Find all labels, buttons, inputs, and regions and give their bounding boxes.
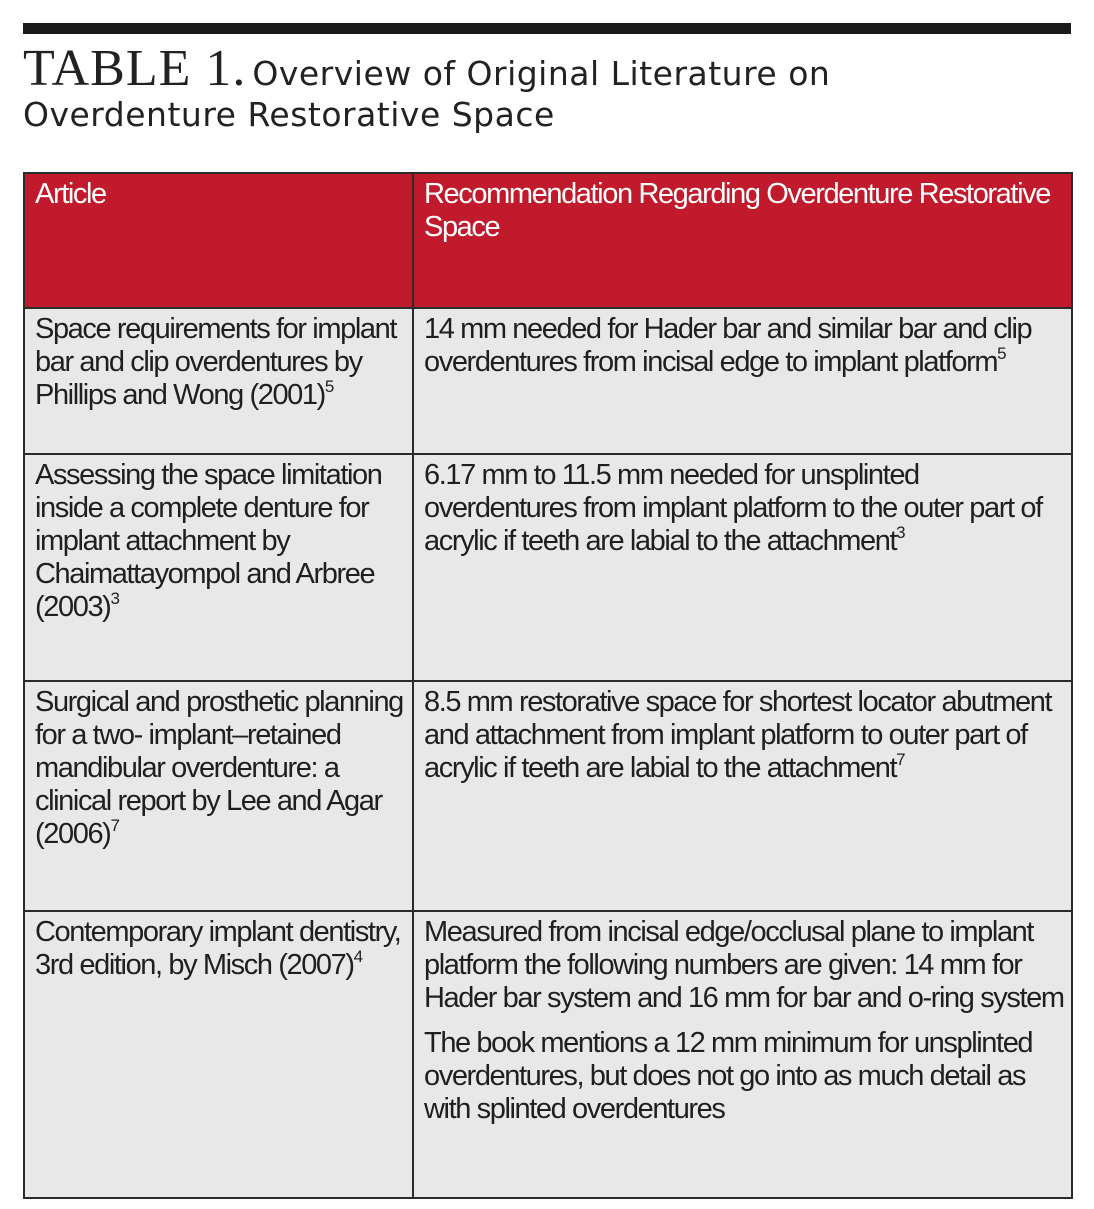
recommendation-text: 14 mm needed for Hader bar and similar bar and clip overdentures from incisal edge to implant platform <box>424 313 1032 378</box>
article-text: Assessing the space limitation inside a complete denture for implant attachment by Chaimattayompol and Arbree (2003) <box>35 459 382 623</box>
recommendation-text: 8.5 mm restorative space for shortest locator abutment and attachment from implant platform to outer part of acrylic if teeth are labial to the attachment <box>424 686 1052 784</box>
article-text: Surgical and prosthetic planning for a two- implant–retained mandibular overdenture: a clinical report by Lee and Agar (2006) <box>35 686 403 850</box>
article-text: Space requirements for implant bar and clip overdentures by Phillips and Wong (2001) <box>35 313 396 411</box>
recommendation-text: 6.17 mm to 11.5 mm needed for unsplinted overdentures from implant platform to the outer part of acrylic if teeth are labial to the attachment <box>424 459 1042 557</box>
recommendation-text: Measured from incisal edge/occlusal plane to implant platform the following numbers are given: 14 mm for Hader bar system and 16 mm for bar and o-ring system <box>424 916 1064 1014</box>
top-rule <box>23 23 1071 34</box>
literature-table <box>23 172 1073 1199</box>
article-cell <box>24 308 413 454</box>
table-row <box>24 454 1072 681</box>
article-cell <box>24 681 413 911</box>
article-text: Contemporary implant dentistry, 3rd edition, by Misch (2007) <box>35 916 401 981</box>
recommendation-text-note: The book mentions a 12 mm minimum for unsplinted overdentures, but does not go into as much detail as with splinted overdentures <box>424 1027 1033 1125</box>
title-line-1: Overview of Original Literature on <box>252 54 831 93</box>
title-line-2: Overdenture Restorative Space <box>23 95 555 134</box>
reference-number: 3 <box>110 589 120 608</box>
reference-number: 4 <box>353 947 364 966</box>
reference-number: 7 <box>896 750 906 769</box>
reference-number: 5 <box>324 377 335 396</box>
article-cell <box>24 911 413 1198</box>
article-cell <box>24 454 413 681</box>
header-recommendation: Recommendation Regarding Overdenture Restorative Space <box>413 173 1072 308</box>
recommendation-cell <box>413 911 1072 1198</box>
reference-number: 3 <box>896 523 906 542</box>
recommendation-cell <box>413 308 1072 454</box>
reference-number: 5 <box>997 344 1007 363</box>
header-article: Article <box>24 173 413 308</box>
recommendation-cell <box>413 454 1072 681</box>
header-row <box>24 173 1072 308</box>
reference-number: 7 <box>110 816 120 835</box>
recommendation-cell <box>413 681 1072 911</box>
table-number-label: TABLE 1. <box>23 40 247 97</box>
table-row <box>24 681 1072 911</box>
table-title <box>23 40 1071 134</box>
table-row <box>24 308 1072 454</box>
table-row <box>24 911 1072 1198</box>
